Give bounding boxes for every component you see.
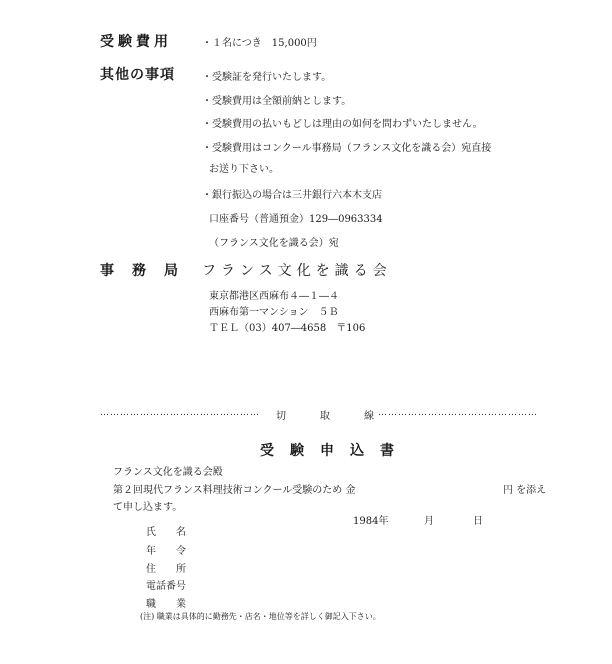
form-addressee: フランス文化を識る会殿 [113,467,223,478]
other-item: ・受験費用は全額前納とします。 [202,96,352,107]
cutline-left: ………………………………………… [100,408,260,418]
form-field-label: 職 業 [146,599,186,610]
form-date-year: 1984年 [353,516,389,527]
form-title: 受験申込書 [260,443,410,459]
cutline-right: ………………………………………… [378,408,538,418]
office-name: フランス文化を識る会 [202,263,392,279]
cutline-label: 線 [364,411,374,422]
other-item: ・受験費用はコンクール事務局（フランス文化を識る会）宛直接 [202,143,492,154]
other-heading: 其他の事項 [100,67,175,83]
form-date-day: 日 [473,516,483,527]
office-address-2: 西麻布第一マンション ５Ｂ [209,307,339,318]
form-note: (注) 職業は具体的に勤務先・店名・地位等を詳しく御記入下さい。 [140,612,381,621]
form-body-line-2: て申し込ます。 [113,502,183,513]
cutline-label: 切 [276,411,286,422]
form-date-month: 月 [424,516,434,527]
other-item: ・受験費用の払いもどしは理由の如何を問わずいたしません。 [202,119,483,130]
fee-heading: 受験費用 [100,34,172,50]
cutline-label: 取 [320,411,330,422]
other-item: ・銀行振込の場合は三井銀行六本木支店 [202,190,382,201]
other-item: お送り下さい。 [209,164,279,175]
form-field-label: 氏 名 [146,527,186,538]
form-body-line-1-suffix: 円 を添え [503,485,547,496]
form-body-line-1: 第２回現代フランス料理技術コンクール受験のため 金 [113,485,356,496]
other-item: ・受験証を発行いたします。 [202,72,332,83]
office-address-1: 東京都港区西麻布４―１―４ [209,291,339,302]
other-item: 口座番号（普通預金）129―0963334 [209,214,383,225]
office-tel: ＴＥＬ（03）407―4658 〒106 [209,323,366,334]
form-field-label: 年 令 [146,546,186,557]
office-heading: 事 務 局 [100,263,180,279]
other-item: （フランス文化を識る会）宛 [209,238,339,249]
form-field-label: 電話番号 [146,581,186,592]
fee-text: ・１名につき 15,000円 [202,38,317,49]
form-field-label: 住 所 [146,564,186,575]
